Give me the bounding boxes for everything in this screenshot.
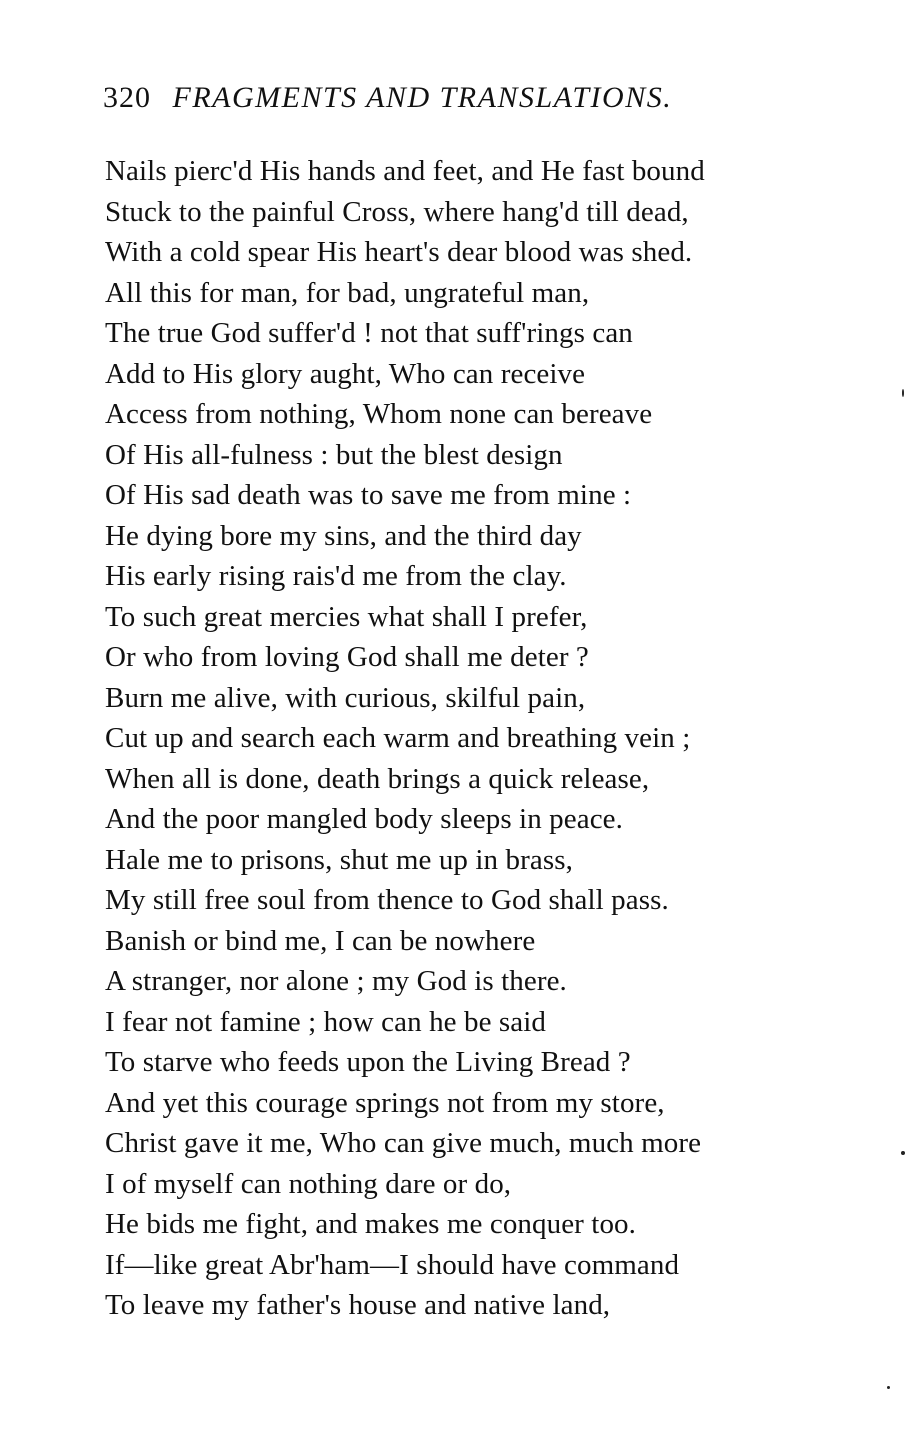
poem-line: Nails pierc'd His hands and feet, and He fast bound	[105, 155, 705, 187]
poem-line: I fear not famine ; how can he be said	[105, 1005, 547, 1038]
scan-speck	[901, 1151, 905, 1155]
poem-line: All this for man, for bad, ungrateful man,	[105, 276, 590, 309]
poem-line: To leave my father's house and native land,	[105, 1289, 611, 1321]
poem-line: I of myself can nothing dare or do,	[105, 1167, 512, 1200]
poem-line: Add to His glory aught, Who can receive	[105, 357, 586, 390]
poem-line: Burn me alive, with curious, skilful pain,	[105, 681, 586, 714]
poem-line: And the poor mangled body sleeps in peace.	[105, 803, 624, 835]
running-title: FRAGMENTS AND TRANSLATIONS.	[172, 81, 673, 114]
poem-line: With a cold spear His heart's dear blood was shed.	[105, 236, 693, 268]
poem-line: Banish or bind me, I can be nowhere	[105, 924, 536, 957]
poem-line: Hale me to prisons, shut me up in brass,	[105, 843, 573, 876]
poem-line: He bids me fight, and makes me conquer too.	[105, 1208, 637, 1240]
page-header	[103, 78, 823, 118]
poem-line: His early rising rais'd me from the clay.	[105, 560, 567, 592]
scan-speck	[902, 389, 904, 397]
poem-line: Christ gave it me, Who can give much, much more	[105, 1127, 702, 1159]
poem-line: To such great mercies what shall I prefer,	[105, 600, 588, 633]
poem-line: Cut up and search each warm and breathing vein ;	[105, 722, 691, 754]
poem-line: And yet this courage springs not from my store,	[105, 1086, 665, 1119]
poem-line: He dying bore my sins, and the third day	[105, 519, 582, 552]
poem-line: A stranger, nor alone ; my God is there.	[105, 965, 567, 997]
poem-line: To starve who feeds upon the Living Bread ?	[105, 1046, 631, 1078]
poem-line: Stuck to the painful Cross, where hang'd till dead,	[105, 195, 689, 228]
poem-line: If—like great Abr'ham—I should have command	[105, 1248, 680, 1281]
poem-line: Of His sad death was to save me from mine :	[105, 479, 632, 511]
poem-line: Or who from loving God shall me deter ?	[105, 641, 589, 673]
poem-line: The true God suffer'd ! not that suff'rings can	[105, 317, 633, 349]
poem-line: When all is done, death brings a quick release,	[105, 762, 650, 795]
poem-line: My still free soul from thence to God shall pass.	[105, 884, 669, 916]
poem-line: Of His all-fulness : but the blest design	[105, 438, 563, 471]
poem-text	[105, 151, 865, 1326]
page-number: 320	[103, 81, 151, 114]
poem-line: Access from nothing, Whom none can bereave	[105, 398, 653, 430]
scan-speck	[887, 1386, 890, 1389]
